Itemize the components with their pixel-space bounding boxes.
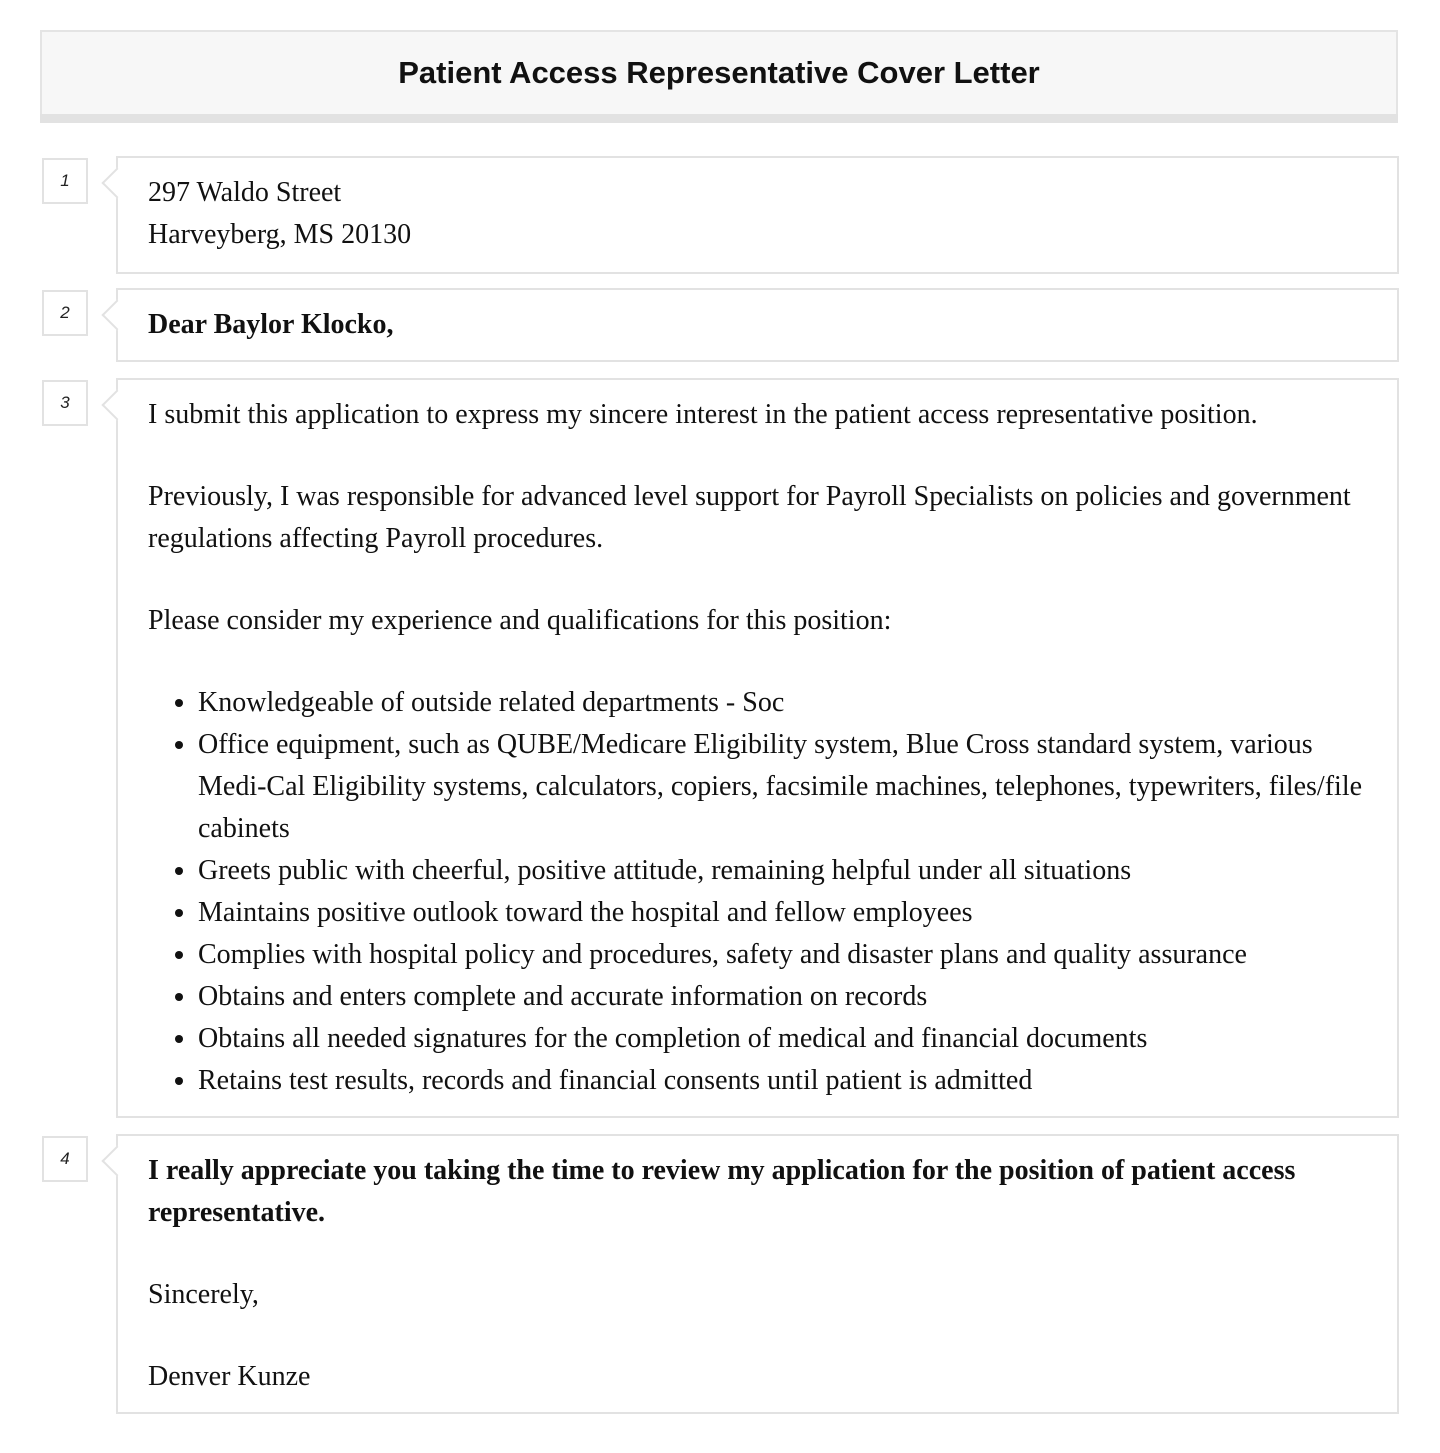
signoff: Sincerely, [148,1279,259,1310]
closing-paragraph: I really appreciate you taking the time to review my application for the position of patient access representative. [148,1155,1296,1228]
section-number: 1 [42,158,88,204]
body-card [116,378,1399,1118]
address-line-2: Harveyberg, MS 20130 [148,219,412,250]
section-number: 3 [42,380,88,426]
previous-paragraph: Previously, I was responsible for advanced level support for Payroll Specialists on policies and government regulations affecting Payroll procedures. [148,481,1351,554]
consider-paragraph: Please consider my experience and qualifications for this position: [148,605,892,636]
list-item: • Obtains and enters complete and accurate information on records [198,976,1367,1018]
qualifications-list [148,682,1367,1102]
page-title: Patient Access Representative Cover Letter [398,55,1040,90]
section-number: 2 [42,290,88,336]
salutation: Dear Baylor Klocko, [148,309,394,340]
list-item: • Maintains positive outlook toward the hospital and fellow employees [198,892,1367,934]
intro-paragraph: I submit this application to express my sincere interest in the patient access representative position. [148,399,1258,430]
list-item: • Greets public with cheerful, positive attitude, remaining helpful under all situations [198,850,1367,892]
list-item: • Complies with hospital policy and procedures, safety and disaster plans and quality assurance [198,934,1367,976]
address-line-1: 297 Waldo Street [148,177,342,208]
section-number: 4 [42,1136,88,1182]
signature: Denver Kunze [148,1361,311,1392]
list-item: • Obtains all needed signatures for the completion of medical and financial documents [198,1018,1367,1060]
closing-card [116,1134,1399,1414]
address-card [116,156,1399,274]
list-item: • Knowledgeable of outside related departments - Soc [198,682,1367,724]
list-item: • Retains test results, records and financial consents until patient is admitted [198,1060,1367,1102]
salutation-card [116,288,1399,362]
title-bar [40,30,1398,114]
list-item: • Office equipment, such as QUBE/Medicare Eligibility system, Blue Cross standard system, various Medi-Cal Eligibility systems, calculators, copiers, facsimile machines, telephones, typewriters, files/file cabinets [198,724,1367,850]
